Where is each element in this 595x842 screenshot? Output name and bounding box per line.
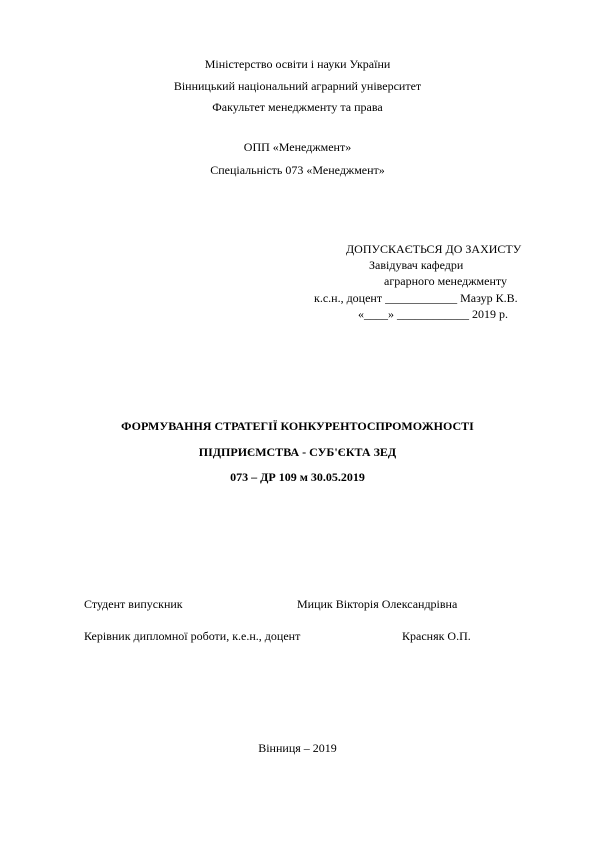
supervisor-label: Керівник дипломної роботи, к.е.н., доцент <box>84 629 301 643</box>
approval-date-line: «____» ____________ 2019 р. <box>358 307 508 321</box>
thesis-title-line1: ФОРМУВАННЯ СТРАТЕГІЇ КОНКУРЕНТОСПРОМОЖНОСТІ <box>121 419 474 433</box>
thesis-code: 073 – ДР 109 м 30.05.2019 <box>230 470 365 484</box>
student-label: Студент випускник <box>84 597 183 611</box>
ministry-name: Міністерство освіти і науки України <box>204 57 391 71</box>
specialty-name: Спеціальність 073 «Менеджмент» <box>210 163 385 177</box>
head-of-department-title: Завідувач кафедри <box>369 258 464 272</box>
program-name: ОПП «Менеджмент» <box>243 140 352 154</box>
admission-heading: ДОПУСКАЄТЬСЯ ДО ЗАХИСТУ <box>346 242 522 256</box>
department-name: аграрного менеджменту <box>384 274 507 288</box>
approval-signature-line: к.с.н., доцент ____________ Мазур К.В. <box>314 291 518 305</box>
thesis-title-line2: ПІДПРИЄМСТВА - СУБ'ЄКТА ЗЕД <box>198 445 397 459</box>
faculty-name: Факультет менеджменту та права <box>212 100 383 114</box>
city-year: Вінниця – 2019 <box>258 741 337 755</box>
university-name: Вінницький національний аграрний університет <box>173 79 422 93</box>
supervisor-name: Красняк О.П. <box>402 629 471 643</box>
student-name: Мицик Вікторія Олександрівна <box>297 597 458 611</box>
